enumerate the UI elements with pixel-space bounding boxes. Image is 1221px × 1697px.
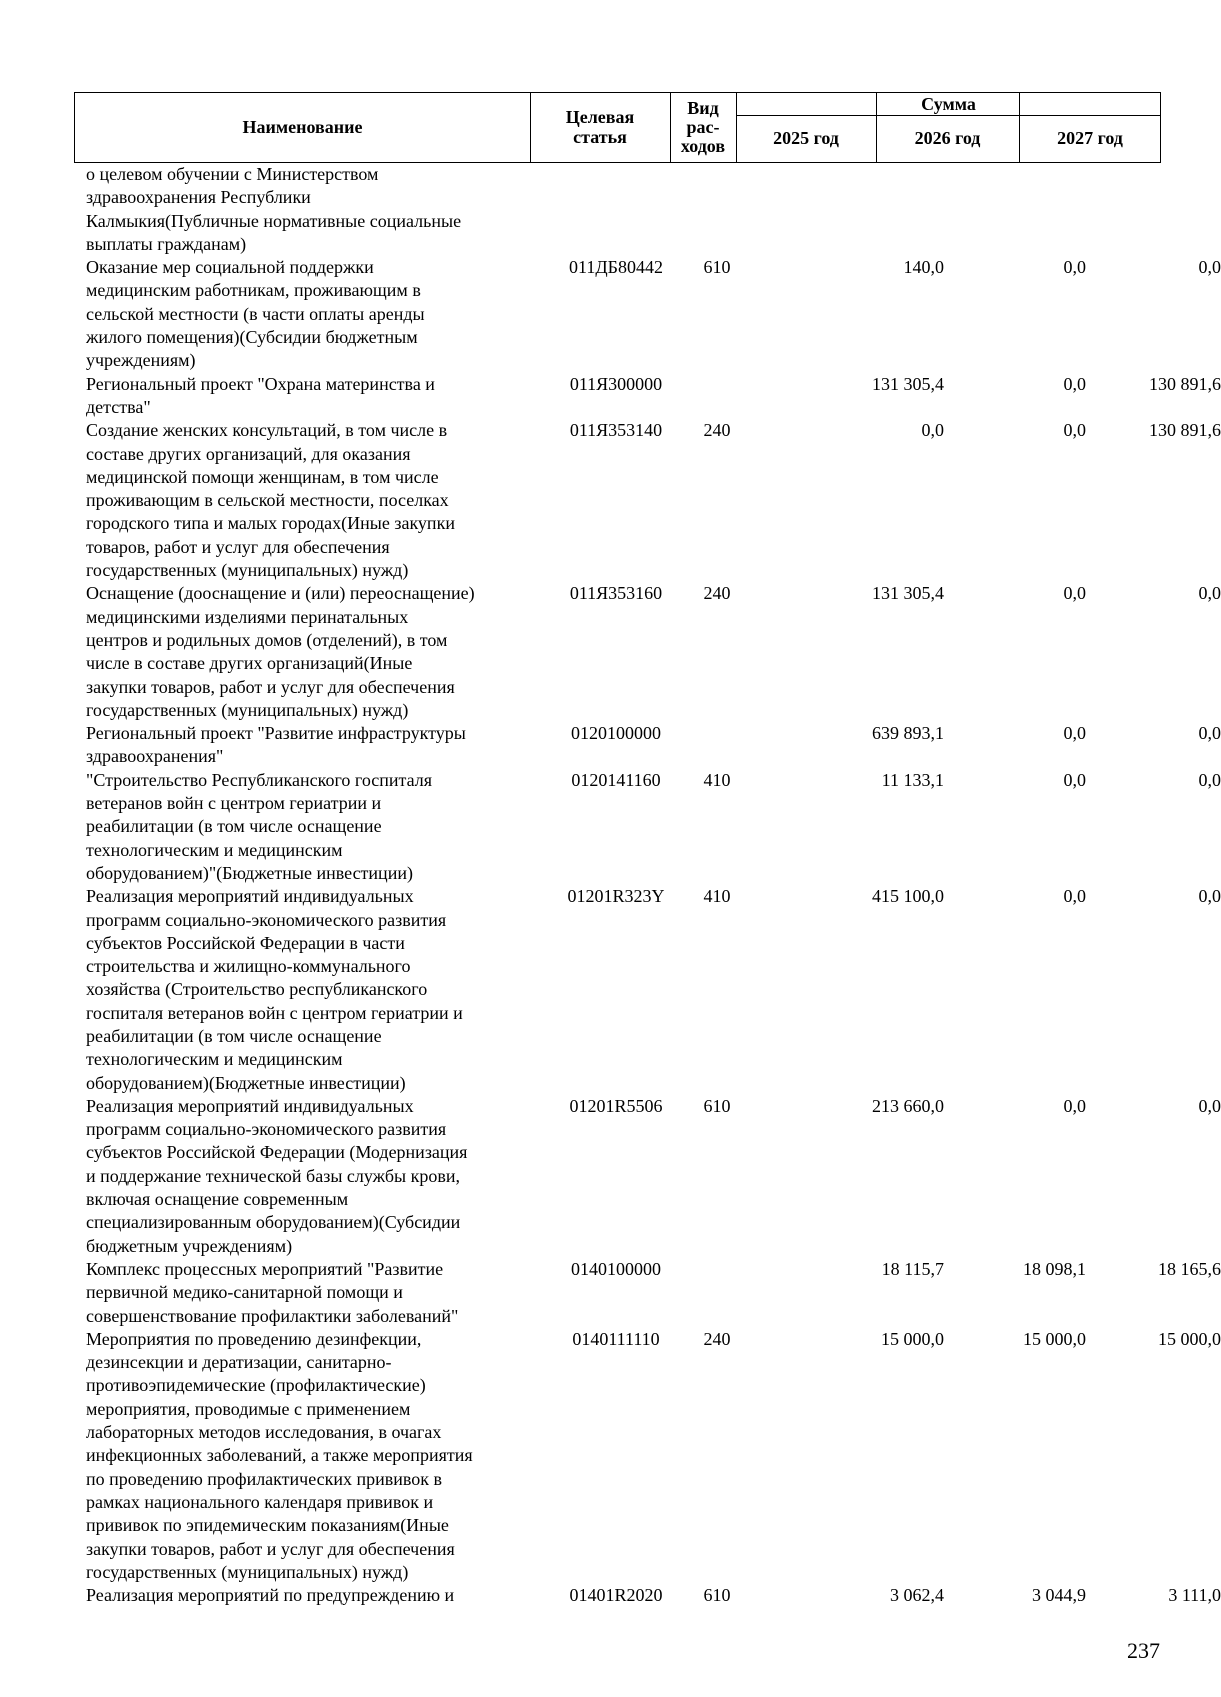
table-row: [74, 256, 1221, 372]
page-number: 237: [1127, 1638, 1160, 1663]
row-sum-2027: 3 111,0: [1168, 1585, 1221, 1606]
table-row: [74, 163, 1161, 256]
table-row: [74, 885, 1221, 1095]
row-sum-2025: 213 660,0: [872, 1095, 944, 1116]
header-sum: Сумма: [921, 94, 976, 114]
table-row: [74, 1328, 1221, 1584]
table-row: [74, 722, 1221, 769]
row-target-article: 01201R323Y: [567, 886, 665, 907]
row-name: Региональный проект "Охрана материнства и детства": [86, 373, 435, 417]
row-sum-2027: 18 165,6: [1158, 1258, 1221, 1279]
row-sum-2025: 639 893,1: [872, 723, 944, 744]
row-sum-2026: 3 044,9: [1032, 1585, 1086, 1606]
row-sum-2027: 15 000,0: [1158, 1328, 1221, 1349]
row-name: Оснащение (дооснащение и (или) переоснащение) медицинскими изделиями перинатальных центров и родильных домов (отделений), в том числе в составе других организаций(Иные закупки товаров, работ и услуг для обеспечения государственных (муниципальных) нужд): [86, 583, 475, 720]
row-sum-2027: 130 891,6: [1149, 420, 1221, 441]
row-sum-2027: 0,0: [1198, 769, 1221, 790]
row-name: Комплекс процессных мероприятий "Развитие первичной медико-санитарной помощи и совершенствование профилактики заболеваний": [86, 1258, 459, 1326]
table-row: [74, 1258, 1221, 1328]
row-sum-2025: 11 133,1: [881, 769, 944, 790]
row-name: Оказание мер социальной поддержки медицинским работникам, проживающим в сельской местности (в части оплаты аренды жилого помещения)(Субсидии бюджетным учреждениям): [86, 257, 425, 371]
row-sum-2025: 0,0: [921, 420, 944, 441]
header-expense-type: Вид рас- ходов: [680, 97, 726, 156]
row-sum-2026: 0,0: [1063, 723, 1086, 744]
header-name: Наименование: [242, 117, 363, 137]
row-sum-2026: 0,0: [1063, 886, 1086, 907]
row-expense-type: 240: [703, 420, 731, 441]
table-header: [74, 92, 1161, 163]
row-name: Мероприятия по проведению дезинфекции, дезинсекции и дератизации, санитарно- противоэпидемические (профилактические) мероприятия, проводимые с применением лабораторных методов исследования, в очагах инфекционных заболеваний, а также мероприятия по проведению профилактических прививок в рамках национального календаря прививок и прививок по эпидемическим показаниям(Иные закупки товаров, работ и услуг для обеспечения государственных (муниципальных) нужд): [86, 1328, 473, 1582]
row-sum-2026: 0,0: [1063, 420, 1086, 441]
row-sum-2026: 18 098,1: [1023, 1258, 1086, 1279]
row-target-article: 011ДБ80442: [569, 257, 663, 278]
row-name: Реализация мероприятий индивидуальных программ социально-экономического развития субъектов Российской Федерации (Модернизация и поддержание технической базы службы крови, включая оснащение современным специализированным оборудованием)(Субсидии бюджетным учреждениям): [86, 1095, 468, 1256]
header-year-2025: 2025 год: [773, 128, 839, 148]
row-expense-type: 410: [703, 886, 731, 907]
row-target-article: 0120100000: [571, 723, 661, 744]
row-sum-2026: 0,0: [1063, 583, 1086, 604]
row-name: Создание женских консультаций, в том числе в составе других организаций, для оказания медицинской помощи женщинам, в том числе проживающим в сельской местности, поселках городского типа и малых городах(Иные закупки товаров, работ и услуг для обеспечения государственных (муниципальных) нужд): [86, 420, 455, 581]
row-name: Региональный проект "Развитие инфраструктуры здравоохранения": [86, 723, 466, 767]
row-sum-2027: 130 891,6: [1149, 373, 1221, 394]
table-row: [74, 373, 1221, 420]
row-sum-2026: 15 000,0: [1023, 1328, 1086, 1349]
row-sum-2025: 140,0: [903, 257, 944, 278]
row-name: "Строительство Республиканского госпиталя ветеранов войн с центром гериатрии и реабилитации (в том числе оснащение технологическим и медицинским оборудованием)"(Бюджетные инвестиции): [86, 769, 433, 883]
row-sum-2027: 0,0: [1198, 257, 1221, 278]
row-target-article: 0140100000: [571, 1258, 661, 1279]
table-row: [74, 1095, 1221, 1258]
row-target-article: 01201R5506: [569, 1095, 663, 1116]
row-sum-2027: 0,0: [1198, 723, 1221, 744]
row-name: о целевом обучении с Министерством здравоохранения Республики Калмыкия(Публичные нормативные социальные выплаты гражданам): [86, 164, 462, 254]
header-year-2026: 2026 год: [914, 128, 981, 148]
row-sum-2026: 0,0: [1063, 769, 1086, 790]
header-target-article: Целевая статья: [565, 107, 635, 147]
row-target-article: 011Я300000: [569, 373, 663, 394]
row-sum-2025: 131 305,4: [872, 583, 944, 604]
row-target-article: 011Я353140: [569, 420, 663, 441]
table-row: [74, 582, 1221, 722]
row-sum-2027: 0,0: [1198, 1095, 1221, 1116]
row-expense-type: 610: [703, 1095, 731, 1116]
row-sum-2025: 415 100,0: [872, 886, 944, 907]
row-sum-2025: 15 000,0: [881, 1328, 944, 1349]
row-expense-type: 410: [703, 769, 731, 790]
table-row: [74, 1584, 1221, 1607]
row-target-article: 01401R2020: [569, 1585, 663, 1606]
row-expense-type: 610: [703, 1585, 731, 1606]
table-row: [74, 769, 1221, 885]
row-target-article: 0120141160: [571, 769, 661, 790]
row-sum-2026: 0,0: [1063, 257, 1086, 278]
row-sum-2025: 18 115,7: [881, 1258, 944, 1279]
row-sum-2026: 0,0: [1063, 373, 1086, 394]
row-name: Реализация мероприятий по предупреждению и: [86, 1585, 455, 1606]
row-expense-type: 240: [703, 583, 731, 604]
row-sum-2027: 0,0: [1198, 886, 1221, 907]
table-row: [74, 419, 1221, 582]
header-year-2027: 2027 год: [1057, 128, 1123, 148]
table-body: [74, 163, 1221, 1607]
row-expense-type: 240: [703, 1328, 731, 1349]
row-sum-2025: 131 305,4: [872, 373, 944, 394]
row-sum-2027: 0,0: [1198, 583, 1221, 604]
row-target-article: 011Я353160: [569, 583, 663, 604]
row-sum-2026: 0,0: [1063, 1095, 1086, 1116]
row-name: Реализация мероприятий индивидуальных программ социально-экономического развития субъектов Российской Федерации в части строительства и жилищно-коммунального хозяйства (Строительство республиканского госпиталя ветеранов войн с центром гериатрии и реабилитации (в том числе оснащение технологическим и медицинским оборудованием)(Бюджетные инвестиции): [86, 886, 463, 1093]
row-sum-2025: 3 062,4: [890, 1585, 944, 1606]
row-target-article: 0140111110: [572, 1328, 660, 1349]
row-expense-type: 610: [703, 257, 731, 278]
